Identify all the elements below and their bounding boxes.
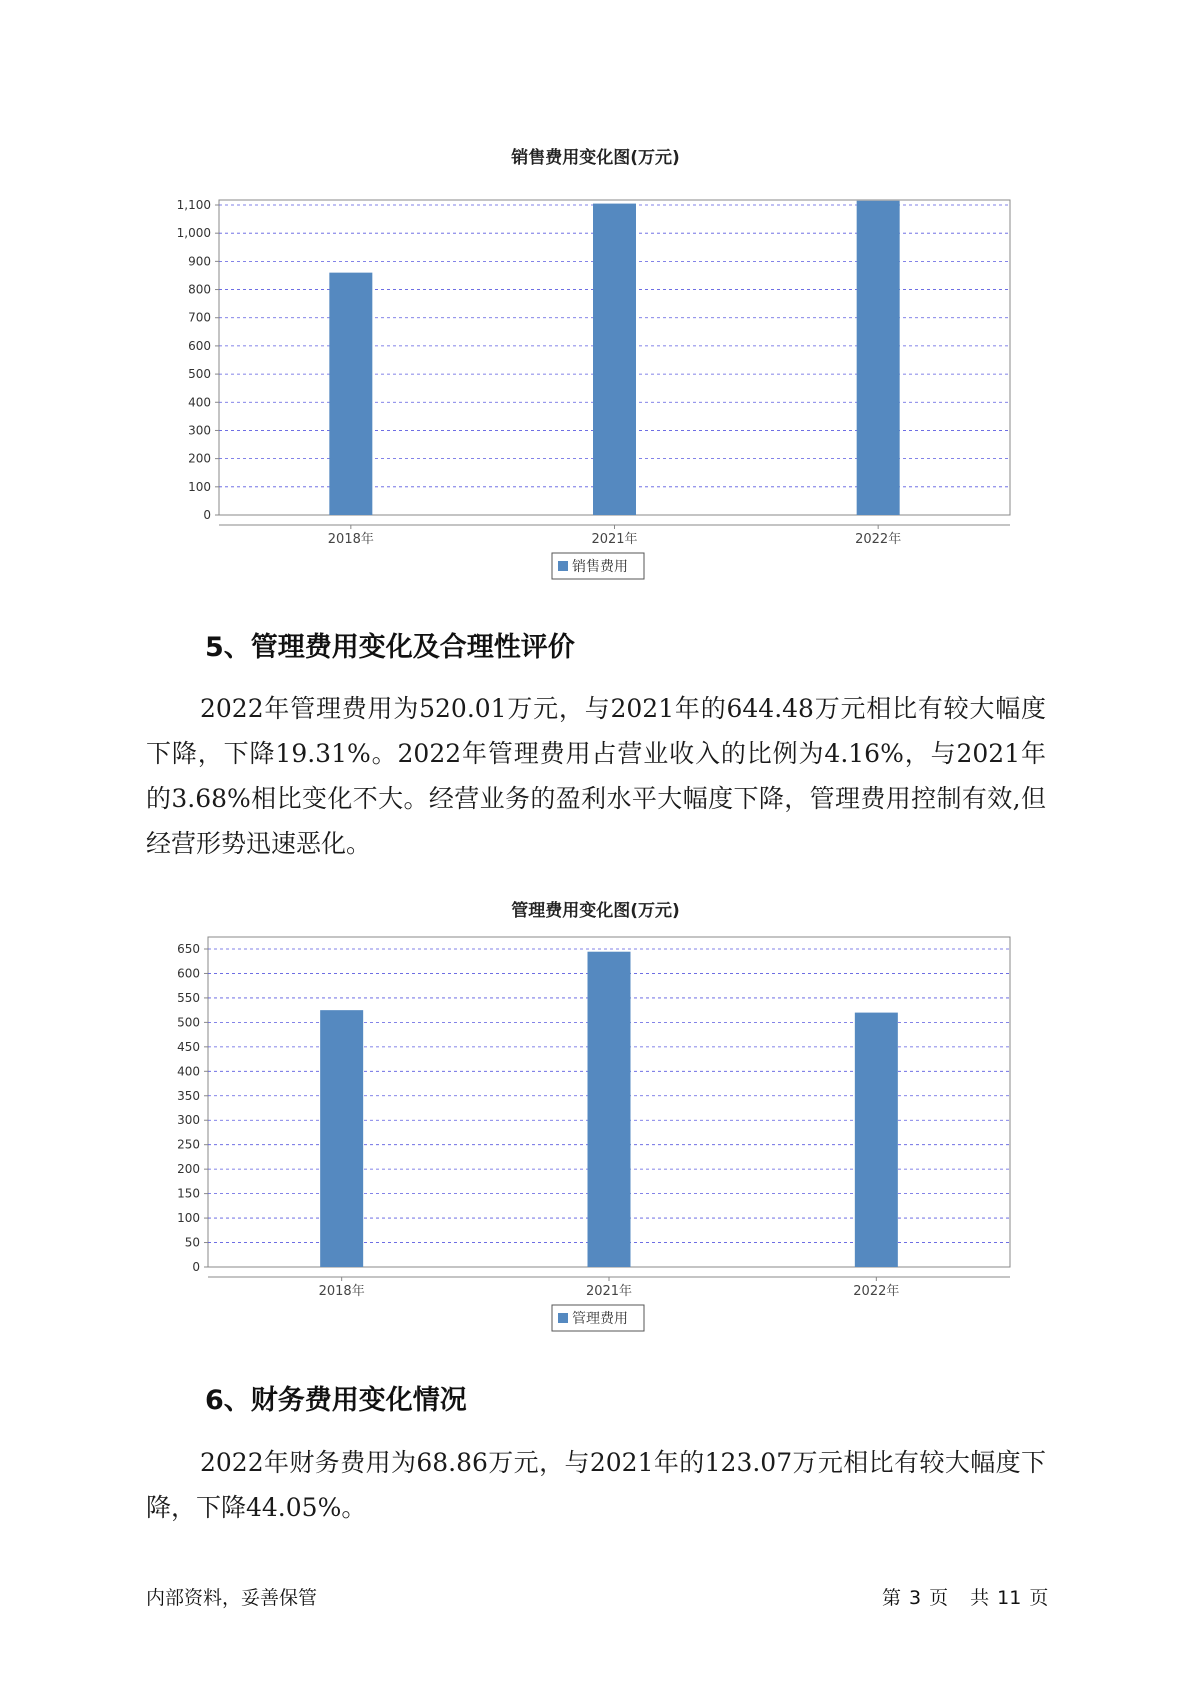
sales-x-tick-label: 2021年 <box>591 532 638 547</box>
admin-y-tick-label: 150 <box>177 1186 200 1201</box>
admin-y-tick-label: 50 <box>184 1235 200 1250</box>
total-unit: 页 <box>1029 1587 1049 1609</box>
footer-page-info <box>882 1583 1056 1610</box>
admin-y-tick-label: 450 <box>177 1039 200 1054</box>
admin-bar <box>588 952 631 1267</box>
total-pages: 11 <box>997 1587 1022 1609</box>
sales-y-tick-label: 700 <box>188 310 211 325</box>
page-unit: 页 <box>929 1587 949 1609</box>
page-number: 3 <box>909 1587 922 1609</box>
admin-y-tick-label: 650 <box>177 942 200 956</box>
sales-y-tick-label: 1,000 <box>176 226 211 241</box>
admin-y-tick-label: 0 <box>192 1260 200 1274</box>
admin-legend <box>552 1305 644 1331</box>
sales-bar <box>593 204 636 515</box>
admin-x-tick-label: 2021年 <box>585 1284 633 1299</box>
section-5-paragraph <box>146 686 1046 866</box>
admin-x-tick-label: 2022年 <box>853 1284 900 1299</box>
admin-bar <box>320 1010 363 1267</box>
sales-x-tick-label: 2018年 <box>327 532 374 547</box>
admin-x-tick-label: 2018年 <box>318 1284 365 1299</box>
sales-y-tick-label: 500 <box>188 367 211 382</box>
section-6-heading: 6、财务费用变化情况 <box>205 1385 467 1416</box>
admin-y-tick-label: 250 <box>177 1137 200 1152</box>
admin-bar <box>855 1013 898 1267</box>
sales-y-tick-label: 0 <box>203 508 211 522</box>
total-prefix: 共 <box>970 1587 990 1609</box>
sales-legend <box>552 553 644 579</box>
section-5-text: 2022年管理费用为520.01万元，与2021年的644.48万元相比有较大幅度下降，下降19.31%。2022年管理费用占营业收入的比例为4.16%，与2021年的3.68%相比变化不大。经营业务的盈利水平大幅度下降，管理费用控制有效,但经营形势迅速恶化。 <box>146 694 1046 858</box>
chart-title-sales: 销售费用变化图(万元) <box>511 148 680 168</box>
admin-y-tick-label: 550 <box>177 990 200 1005</box>
admin-expense-bar-chart <box>0 925 1191 1345</box>
admin-y-tick-label: 300 <box>177 1113 200 1128</box>
page-prefix: 第 <box>882 1587 902 1609</box>
admin-legend-swatch <box>558 1313 568 1323</box>
sales-bar <box>857 201 900 515</box>
admin-legend-label: 管理费用 <box>572 1311 628 1327</box>
sales-bar <box>329 273 372 515</box>
chart-title-admin: 管理费用变化图(万元) <box>511 901 680 921</box>
admin-y-tick-label: 200 <box>177 1162 200 1177</box>
sales-y-tick-label: 200 <box>188 451 211 466</box>
admin-y-tick-label: 400 <box>177 1064 200 1079</box>
admin-y-tick-label: 100 <box>177 1211 200 1226</box>
sales-legend-label: 销售费用 <box>572 559 628 575</box>
sales-y-tick-label: 400 <box>188 395 211 410</box>
admin-y-tick-label: 600 <box>177 966 200 981</box>
sales-y-tick-label: 300 <box>188 423 211 438</box>
sales-y-tick-label: 900 <box>188 254 211 269</box>
section-5-heading: 5、管理费用变化及合理性评价 <box>205 632 575 663</box>
footer-confidential-note: 内部资料，妥善保管 <box>146 1587 318 1609</box>
sales-expense-bar-chart <box>0 170 1191 590</box>
section-6-text: 2022年财务费用为68.86万元，与2021年的123.07万元相比有较大幅度下降，下降44.05%。 <box>146 1448 1046 1522</box>
sales-legend-swatch <box>558 561 568 571</box>
sales-y-tick-label: 1,100 <box>176 198 211 212</box>
sales-y-tick-label: 800 <box>188 282 211 297</box>
admin-y-tick-label: 350 <box>177 1088 200 1103</box>
sales-y-tick-label: 600 <box>188 338 211 353</box>
admin-y-tick-label: 500 <box>177 1015 200 1030</box>
sales-y-tick-label: 100 <box>188 479 211 494</box>
sales-x-tick-label: 2022年 <box>855 532 902 547</box>
section-6-paragraph <box>146 1440 1046 1530</box>
